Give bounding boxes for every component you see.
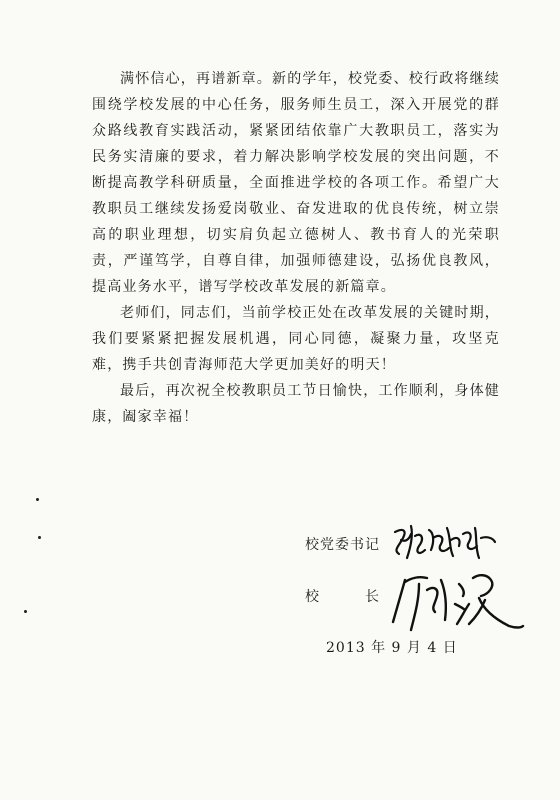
letter-date: 2013 年 9 月 4 日 [326,640,458,656]
paragraph-3: 最后，再次祝全校教职员工节日愉快，工作顺利，身体健康，阖家幸福！ [92,383,500,425]
secretary-handwritten-signature [389,520,499,564]
secretary-title: 校党委书记 [305,537,380,553]
scan-speck [24,610,27,613]
signature-block [305,520,545,630]
paragraph-1: 满怀信心，再谱新章。新的学年，校党委、校行政将继续围绕学校发展的中心任务，服务师生员工，深入开展党的群众路线教育实践活动，紧紧团结依靠广大教职员工，落实为民务实清廉的要求，着力解决影响学校发展的突出问题，不断提高教学科研质量，全面推进学校的各项工作。希望广大教职员工继续发扬爱岗敬业、奋发进取的优良传统，树立崇高的职业理想，切实肩负起立德树人、教书育人的光荣职责，严谨笃学，自尊自律，加强师德建设，弘扬优良教风，提高业务水平，谱写学校改革发展的新篇章。 [92,71,500,295]
scan-speck [38,536,41,539]
scan-speck [36,498,39,501]
president-title [305,586,379,606]
letter-body [92,66,500,430]
president-title-char-1: 校 [305,589,319,605]
president-title-char-2: 长 [365,589,379,605]
paragraph-2: 老师们，同志们，当前学校正处在改革发展的关键时期，我们要紧紧把握发展机遇，同心同德，凝聚力量，攻坚克难，携手共创青海师范大学更加美好的明天！ [92,305,500,373]
president-handwritten-signature [375,560,525,638]
